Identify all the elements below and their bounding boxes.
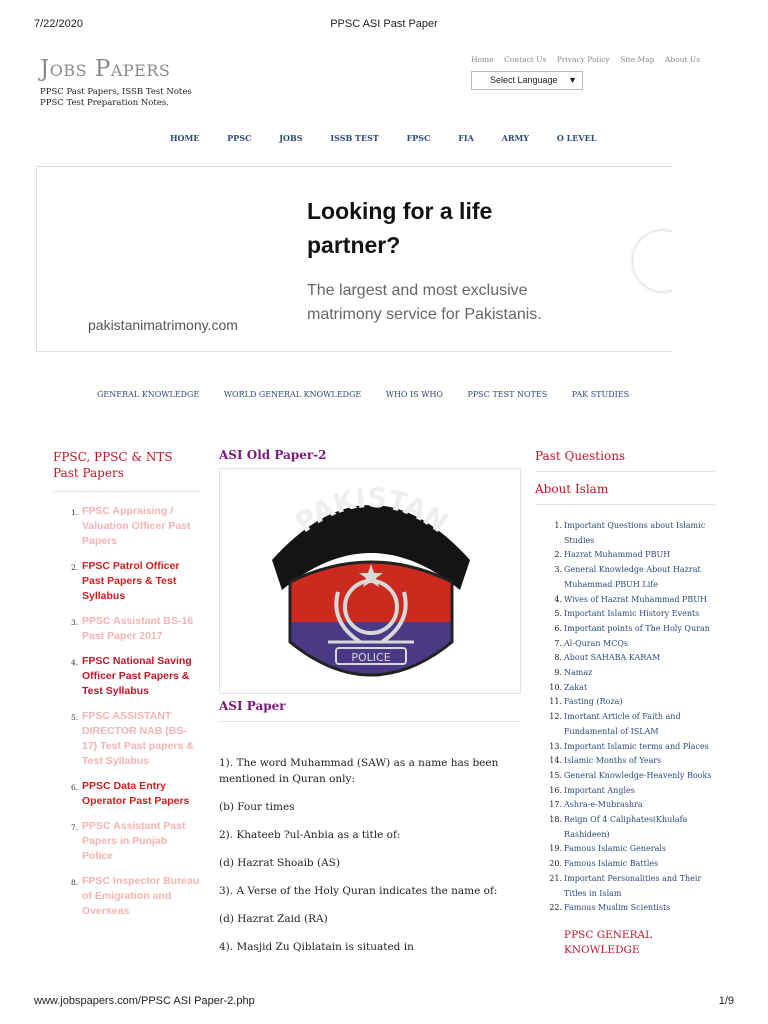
print-footer <box>34 995 734 1009</box>
list-item[interactable] <box>535 798 715 813</box>
tagline-line-2: PPSC Test Preparation Notes. <box>40 98 169 108</box>
list-item-label[interactable]: Ashra-e-Mubrashra <box>564 800 643 810</box>
subnav-world-general-knowledge[interactable]: WORLD GENERAL KNOWLEDGE <box>223 390 362 399</box>
list-item[interactable] <box>535 740 715 755</box>
list-item[interactable] <box>535 813 715 842</box>
list-number: 20. <box>549 859 562 869</box>
top-link-about[interactable]: About Us <box>664 55 701 64</box>
about-islam-heading: About Islam <box>535 480 715 505</box>
list-number: 12. <box>549 712 562 722</box>
list-item-label[interactable]: General Knowledge-Heavenly Books <box>564 770 712 780</box>
list-item-label[interactable]: Al-Quran MCQs <box>564 638 629 648</box>
list-number: 8. <box>554 653 562 663</box>
top-link-privacy[interactable]: Privacy Policy <box>556 55 610 64</box>
list-number: 21. <box>549 873 562 883</box>
list-item[interactable] <box>535 872 715 901</box>
list-item-label[interactable]: Fasting (Roza) <box>564 697 623 707</box>
list-item[interactable] <box>535 548 715 563</box>
print-title: PPSC ASI Past Paper <box>330 18 438 30</box>
list-number: 22. <box>549 903 562 913</box>
list-number: 5. <box>554 609 562 619</box>
answer-text: (d) Hazrat Shoaib (AS) <box>219 857 340 869</box>
past-paper-label[interactable]: FPSC National Saving Officer Past Papers & Test Syllabus <box>82 655 192 697</box>
list-item[interactable] <box>535 754 715 769</box>
ad-next-button[interactable] <box>633 231 672 291</box>
list-item-label[interactable]: Important points of The Holy Quran <box>564 623 710 633</box>
list-number: 3. <box>554 565 562 575</box>
list-item[interactable] <box>535 607 715 622</box>
list-number: 1. <box>71 508 79 517</box>
past-paper-label[interactable]: PPSC Assistant Past Papers in Punjab Police <box>82 820 186 862</box>
print-page-number: 1/9 <box>718 995 734 1007</box>
list-number: 7. <box>554 638 562 648</box>
past-paper-item[interactable] <box>53 874 201 919</box>
answer-text: (b) Four times <box>219 801 295 813</box>
list-number: 4. <box>554 594 562 604</box>
list-item-label[interactable]: Important Angles <box>564 785 635 795</box>
tagline-line-1: PPSC Past Papers, ISSB Test Notes <box>40 87 192 97</box>
list-item-label[interactable]: Zakat <box>564 682 588 692</box>
list-item-label[interactable]: Islamic Months of Years <box>564 756 662 766</box>
list-item-label[interactable]: Famous Islamic Generals <box>564 844 667 854</box>
past-paper-label[interactable]: FPSC Appraising / Valuation Officer Past Papers <box>82 505 191 547</box>
nav-item-ppsc[interactable]: PPSC <box>227 133 252 143</box>
nav-item-army[interactable]: ARMY <box>501 133 530 143</box>
section-title: ASI Paper <box>219 697 521 722</box>
past-paper-label[interactable]: FPSC Inspector Bureau of Emigration and Overseas <box>82 875 200 917</box>
list-item[interactable] <box>535 666 715 681</box>
past-paper-item[interactable] <box>53 819 201 864</box>
ad-headline[interactable]: Looking for a life partner? <box>307 198 493 258</box>
question-text: 2). Khateeb ?ul-Anbia as a title of: <box>219 829 401 841</box>
list-item[interactable] <box>535 681 715 696</box>
list-item-label[interactable]: Wives of Hazrat Muhammad PBUH <box>564 594 708 604</box>
list-number: 6. <box>554 623 562 633</box>
past-paper-item[interactable] <box>53 654 201 699</box>
question-text: 3). A Verse of the Holy Quran indicates the name of: <box>219 885 498 897</box>
list-number: 14. <box>549 756 562 766</box>
past-papers-list <box>53 504 201 919</box>
top-link-home[interactable]: Home <box>471 55 494 64</box>
list-item[interactable] <box>535 651 715 666</box>
list-item[interactable] <box>535 593 715 608</box>
site-logo[interactable]: Jobs Papers <box>40 56 171 82</box>
badge-top-text: PAKISTAN <box>290 482 454 540</box>
list-item-label[interactable]: Famous Islamic Battles <box>564 859 659 869</box>
subnav-who-is-who[interactable]: WHO IS WHO <box>385 390 443 399</box>
chevron-down-icon: ▼ <box>568 75 577 85</box>
question-text: 4). Masjid Zu Qiblatain is situated in <box>219 941 414 953</box>
list-item-label[interactable]: Important Questions about Islamic Studies <box>564 521 706 545</box>
right-sidebar <box>535 447 715 958</box>
nav-item-fia[interactable]: FIA <box>458 133 474 143</box>
list-item-label[interactable]: Namaz <box>564 668 593 678</box>
police-badge-icon <box>268 472 474 693</box>
nav-item-jobs[interactable]: JOBS <box>279 133 303 143</box>
past-paper-label[interactable]: FPSC ASSISTANT DIRECTOR NAB (BS-17) Test Past papers & Test Syllabus <box>82 710 194 767</box>
list-number: 10. <box>549 682 562 692</box>
past-paper-label[interactable]: PPSC Assistant BS-16 Past Paper 2017 <box>82 615 194 642</box>
list-item-label[interactable]: Important Islamic terms and Places <box>564 741 709 751</box>
print-date: 7/22/2020 <box>34 18 83 30</box>
advertisement[interactable] <box>36 166 672 352</box>
top-link-sitemap[interactable]: Site Map <box>620 55 655 64</box>
list-number: 4. <box>71 658 79 667</box>
past-paper-label[interactable]: FPSC Patrol Officer Past Papers & Test Syllabus <box>82 560 180 602</box>
list-number: 16. <box>549 785 562 795</box>
left-sidebar <box>53 449 201 929</box>
subnav-ppsc-test-notes[interactable]: PPSC TEST NOTES <box>467 390 548 399</box>
badge-image-frame <box>219 468 521 694</box>
print-header <box>34 18 734 32</box>
list-number: 9. <box>554 668 562 678</box>
list-item-label[interactable]: Hazrat Muhammad PBUH <box>564 550 671 560</box>
questions-list <box>219 755 521 955</box>
list-item[interactable] <box>535 622 715 637</box>
list-number: 18. <box>549 815 562 825</box>
list-item-label[interactable]: Famous Muslim Scientists <box>564 903 671 913</box>
list-item[interactable] <box>535 784 715 799</box>
subnav-pak-studies[interactable]: PAK STUDIES <box>571 390 630 399</box>
badge-bottom-text: POLICE <box>351 651 391 664</box>
list-item[interactable] <box>535 901 715 916</box>
print-url: www.jobspapers.com/PPSC ASI Paper-2.php <box>34 995 255 1007</box>
list-number: 11. <box>549 697 562 707</box>
list-number: 2. <box>554 550 562 560</box>
site-tagline <box>40 87 192 109</box>
list-number: 19. <box>549 844 562 854</box>
ad-url[interactable]: pakistanimatrimony.com <box>88 317 238 333</box>
list-item[interactable] <box>535 519 715 548</box>
list-number: 8. <box>71 878 79 887</box>
list-number: 13. <box>549 741 562 751</box>
article-title: ASI Old Paper-2 <box>219 448 327 462</box>
list-item-label[interactable]: Important Personalities and Their Titles in Islam <box>564 873 702 898</box>
language-select[interactable] <box>471 71 583 90</box>
list-item[interactable] <box>535 637 715 652</box>
nav-item-fpsc[interactable]: FPSC <box>406 133 431 143</box>
list-number: 15. <box>549 770 562 780</box>
list-item[interactable] <box>535 769 715 784</box>
top-links <box>471 55 708 64</box>
ad-body: The largest and most exclusive matrimony service for Pakistanis. <box>307 282 542 323</box>
sub-nav <box>97 390 651 399</box>
list-item-label[interactable]: About SAHABA KARAM <box>564 653 661 663</box>
nav-item-issb-test[interactable]: ISSB TEST <box>330 133 379 143</box>
main-content <box>219 446 521 967</box>
list-item-label[interactable]: Reign Of 4 Caliphates(Khulafa Rashideen) <box>564 815 688 839</box>
past-paper-item[interactable] <box>53 779 201 809</box>
list-number: 2. <box>71 563 79 572</box>
past-paper-item[interactable] <box>53 709 201 769</box>
nav-item-o-level[interactable]: O LEVEL <box>556 133 597 143</box>
list-item[interactable] <box>535 695 715 710</box>
past-questions-heading[interactable]: Past Questions <box>535 447 715 472</box>
subnav-general-knowledge[interactable]: GENERAL KNOWLEDGE <box>97 390 200 399</box>
past-paper-label[interactable]: PPSC Data Entry Operator Past Papers <box>82 780 190 807</box>
left-sidebar-title: FPSC, PPSC & NTS Past Papers <box>53 449 201 492</box>
past-paper-item[interactable] <box>53 559 201 604</box>
answer-text: (d) Hazrat Zaid (RA) <box>219 913 328 925</box>
list-item[interactable] <box>535 563 715 592</box>
list-number: 3. <box>71 618 79 627</box>
list-item-label[interactable]: Imortant Article of Faith and Fundamental of ISLAM <box>564 712 681 736</box>
list-item-label[interactable]: General Knowledge About Hazrat Muhammad PBUH Life <box>564 565 701 589</box>
list-number: 5. <box>71 713 79 722</box>
list-number: 7. <box>71 823 79 832</box>
language-select-value: Select Language <box>490 75 558 85</box>
ppsc-general-knowledge-link[interactable]: PPSC GENERAL KNOWLEDGE <box>564 928 653 956</box>
about-islam-list <box>535 519 715 916</box>
list-number: 17. <box>549 800 562 810</box>
past-paper-item[interactable] <box>53 504 201 549</box>
list-item[interactable] <box>535 857 715 872</box>
list-item[interactable] <box>535 710 715 739</box>
list-item-label[interactable]: Important Islamic History Events <box>564 609 700 619</box>
list-item[interactable] <box>535 842 715 857</box>
list-number: 6. <box>71 783 79 792</box>
list-number: 1. <box>554 521 562 530</box>
main-nav <box>170 133 621 145</box>
question-text: 1). The word Muhammad (SAW) as a name has been mentioned in Quran only: <box>219 757 499 785</box>
past-paper-item[interactable] <box>53 614 201 644</box>
top-link-contact[interactable]: Contact Us <box>504 55 547 64</box>
nav-item-home[interactable]: HOME <box>170 133 200 143</box>
